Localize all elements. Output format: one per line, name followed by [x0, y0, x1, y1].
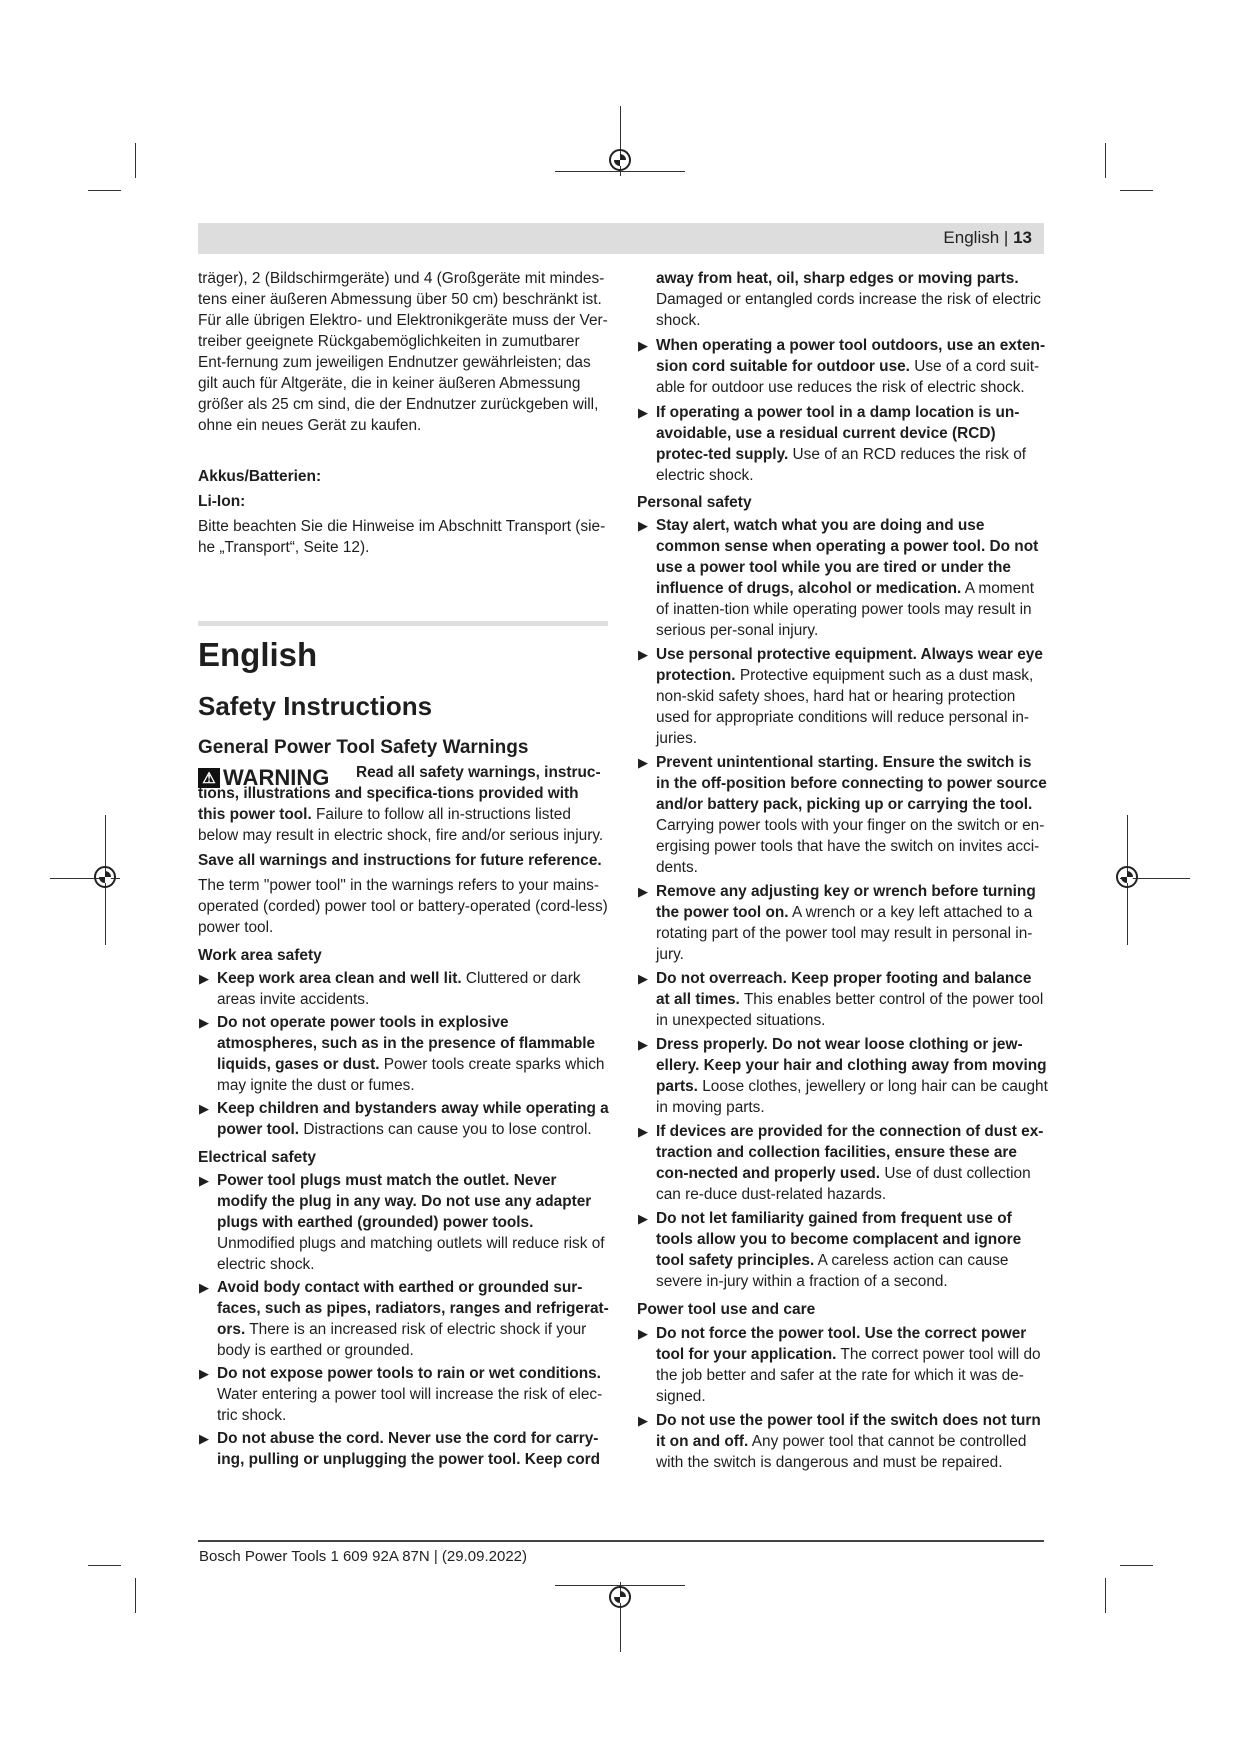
liion-text: Bitte beachten Sie die Hinweise im Abschnitt Transport (sie-he „Transport“, Seite 12).: [198, 518, 606, 556]
registration-mark-left-icon: [94, 866, 116, 888]
bullet-arrow-icon: ▶: [638, 647, 648, 662]
list-item: ▶ Avoid body contact with earthed or grounded sur-faces, such as pipes, radiators, ranges and refrigerat-ors. There is an increased risk of electric shock if your body is earthed or grounded.: [199, 1278, 609, 1359]
power-tool-heading: Power tool use and care: [637, 1301, 816, 1318]
warning-triangle-icon: ⚠: [198, 768, 220, 788]
continued-text: Damaged or entangled cords increase the risk of electric shock.: [656, 291, 1041, 329]
liion-heading: Li-Ion:: [198, 493, 246, 510]
bullet-arrow-icon: ▶: [638, 971, 648, 986]
bullet-arrow-icon: ▶: [638, 1037, 648, 1052]
bullet-arrow-icon: ▶: [199, 1172, 209, 1188]
work-area-heading: Work area safety: [198, 946, 322, 964]
list-item: ▶ Use personal protective equipment. Always wear eye protection. Protective equipment such as a dust mask, non-skid safety shoes, hard hat or hearing protection used for appropriate conditions will reduce personal in-juries.: [638, 646, 1043, 747]
list-item: ▶ Do not expose power tools to rain or wet conditions. Water entering a power tool will increase the risk of elec-tric shock.: [199, 1364, 603, 1424]
list-item: ▶ Keep work area clean and well lit. Cluttered or dark areas invite accidents.: [199, 969, 581, 1008]
bullet-arrow-icon: ▶: [199, 1365, 209, 1381]
german-intro-text: träger), 2 (Bildschirmgeräte) und 4 (Großgeräte mit mindes-tens einer äußeren Abmessung über 50 cm) beschränkt ist. Für alle übrigen Elektro- und Elektronikgeräte muss der Ver-treiber geeignete Rückgabemöglichkeiten in zumutbarer Ent-fernung zum jeweiligen Endnutzer gewährleisten; das gilt auch für Altgeräte, die in keiner äußeren Abmessung größer als 25 cm sind, die der Endnutzer zurückgeben will, ohne ein neues Gerät zu kaufen.: [198, 270, 608, 434]
left-column-top: [198, 268, 608, 558]
list-item: ▶ If devices are provided for the connection of dust ex-traction and collection facilities, ensure these are con-nected and properly used. Use of dust collection can re-duce dust-related hazards.: [638, 1123, 1044, 1203]
akkus-heading: Akkus/Batterien:: [198, 468, 322, 485]
continued-item: [637, 268, 1049, 331]
list-item: ▶ Do not abuse the cord. Never use the cord for carry-ing, pulling or unplugging the power tool. Keep cord: [199, 1429, 601, 1468]
list-item: ▶ Do not overreach. Keep proper footing and balance at all times. This enables better control of the power tool in unexpected situations.: [638, 970, 1044, 1029]
section-title-english: English: [198, 636, 318, 673]
section-title-general: General Power Tool Safety Warnings: [198, 737, 529, 758]
work-area-list: [198, 968, 610, 1140]
list-item: ▶ Dress properly. Do not wear loose clothing or jew-ellery. Keep your hair and clothing away from moving parts. Loose clothes, jewellery or long hair can be caught in moving parts.: [638, 1036, 1048, 1116]
section-divider: [198, 621, 608, 626]
save-instructions: Save all warnings and instructions for future reference.: [198, 851, 602, 869]
warning-bold-text: Read all safety warnings, instruc-tions, illustrations and specifica-tions provided with this power tool.: [198, 763, 601, 823]
running-header: [198, 223, 1044, 254]
list-item: ▶ Prevent unintentional starting. Ensure the switch is in the off-position before connecting to power source and/or battery pack, picking up or carrying the tool. Carrying power tools with your finger on the switch or en-ergising power tools that have the switch on invites acci-dents.: [638, 754, 1047, 876]
list-item: ▶ When operating a power tool outdoors, use an exten-sion cord suitable for outdoor use. Use of a cord suit-able for outdoor use reduces the risk of electric shock.: [638, 337, 1046, 396]
registration-mark-right-icon: [1116, 866, 1138, 888]
bullet-arrow-icon: ▶: [638, 338, 648, 353]
footer-text: Bosch Power Tools 1 609 92A 87N | (29.09.2022): [199, 1548, 528, 1565]
registration-mark-top-icon: [609, 149, 631, 171]
personal-list: [637, 515, 1049, 1292]
continued-bold: away from heat, oil, sharp edges or moving parts.: [656, 270, 1019, 287]
bullet-arrow-icon: ▶: [199, 1014, 209, 1030]
list-item: ▶ If operating a power tool in a damp location is un-avoidable, use a residual current device (RCD) protec-ted supply. Use of an RCD reduces the risk of electric shock.: [638, 404, 1027, 484]
header-label: [943, 228, 1032, 248]
warning-word: WARNING: [223, 765, 330, 790]
list-item: ▶ Stay alert, watch what you are doing and use common sense when operating a power tool. Do not use a power tool while you are tired or under the influence of drugs, alcohol or medication. A moment of inatten-tion while operating power tools may result in serious per-sonal injury.: [638, 517, 1039, 639]
personal-heading: Personal safety: [637, 494, 752, 511]
bullet-arrow-icon: ▶: [638, 1326, 648, 1341]
list-item: ▶ Remove any adjusting key or wrench before turning the power tool on. A wrench or a key left attached to a rotating part of the power tool may result in personal in-jury.: [638, 883, 1036, 963]
bullet-arrow-icon: ▶: [199, 970, 209, 986]
section-title-safety: Safety Instructions: [198, 691, 433, 721]
bullet-arrow-icon: ▶: [638, 884, 648, 899]
bullet-arrow-icon: ▶: [638, 755, 648, 770]
bullet-arrow-icon: ▶: [638, 1124, 648, 1139]
list-item: ▶ Do not force the power tool. Use the correct power tool for your application. The correct power tool will do the job better and safer at the rate for which it was de-signed.: [638, 1325, 1041, 1405]
list-item: ▶ Keep children and bystanders away while operating a power tool. Distractions can cause you to lose control.: [199, 1099, 609, 1138]
list-item: ▶ Do not let familiarity gained from frequent use of tools allow you to become complacent and ignore tool safety principles. A careless action can cause severe in-jury within a fraction of a second.: [638, 1210, 1022, 1290]
page-number: 13: [1013, 228, 1032, 247]
header-separator: |: [1003, 228, 1009, 247]
list-item: ▶ Do not use the power tool if the switch does not turn it on and off. Any power tool that cannot be controlled with the switch is dangerous and must be repaired.: [638, 1412, 1041, 1471]
bullet-arrow-icon: ▶: [199, 1430, 209, 1446]
electrical-heading: Electrical safety: [198, 1148, 317, 1166]
right-column: [637, 268, 1049, 1473]
bullet-arrow-icon: ▶: [199, 1100, 209, 1116]
term-definition: The term "power tool" in the warnings refers to your mains-operated (corded) power tool or battery-operated (cord-less) power tool.: [198, 876, 608, 936]
bullet-arrow-icon: ▶: [638, 518, 648, 533]
list-item: ▶ Power tool plugs must match the outlet. Never modify the plug in any way. Do not use any adapter plugs with earthed (grounded) power tools. Unmodified plugs and matching outlets will reduce risk of electric shock.: [199, 1171, 605, 1273]
list-item: ▶ Do not operate power tools in explosive atmospheres, such as in the presence of flammable liquids, gases or dust. Power tools create sparks which may ignite the dust or fumes.: [199, 1013, 605, 1094]
warning-block: [198, 763, 610, 846]
footer-rule: [198, 1540, 1044, 1542]
warning-normal-text: Failure to follow all in-structions listed below may result in electric shock, fire and/or serious injury.: [198, 805, 604, 844]
electrical-list: [198, 1170, 610, 1470]
left-column-english: [198, 636, 610, 1470]
bullet-arrow-icon: ▶: [638, 405, 648, 420]
bullet-arrow-icon: ▶: [638, 1211, 648, 1226]
power-tool-list: [637, 1323, 1049, 1473]
bullet-arrow-icon: ▶: [638, 1413, 648, 1428]
bullet-arrow-icon: ▶: [199, 1279, 209, 1295]
header-language: English: [943, 228, 1000, 247]
registration-mark-bottom-icon: [609, 1586, 631, 1608]
